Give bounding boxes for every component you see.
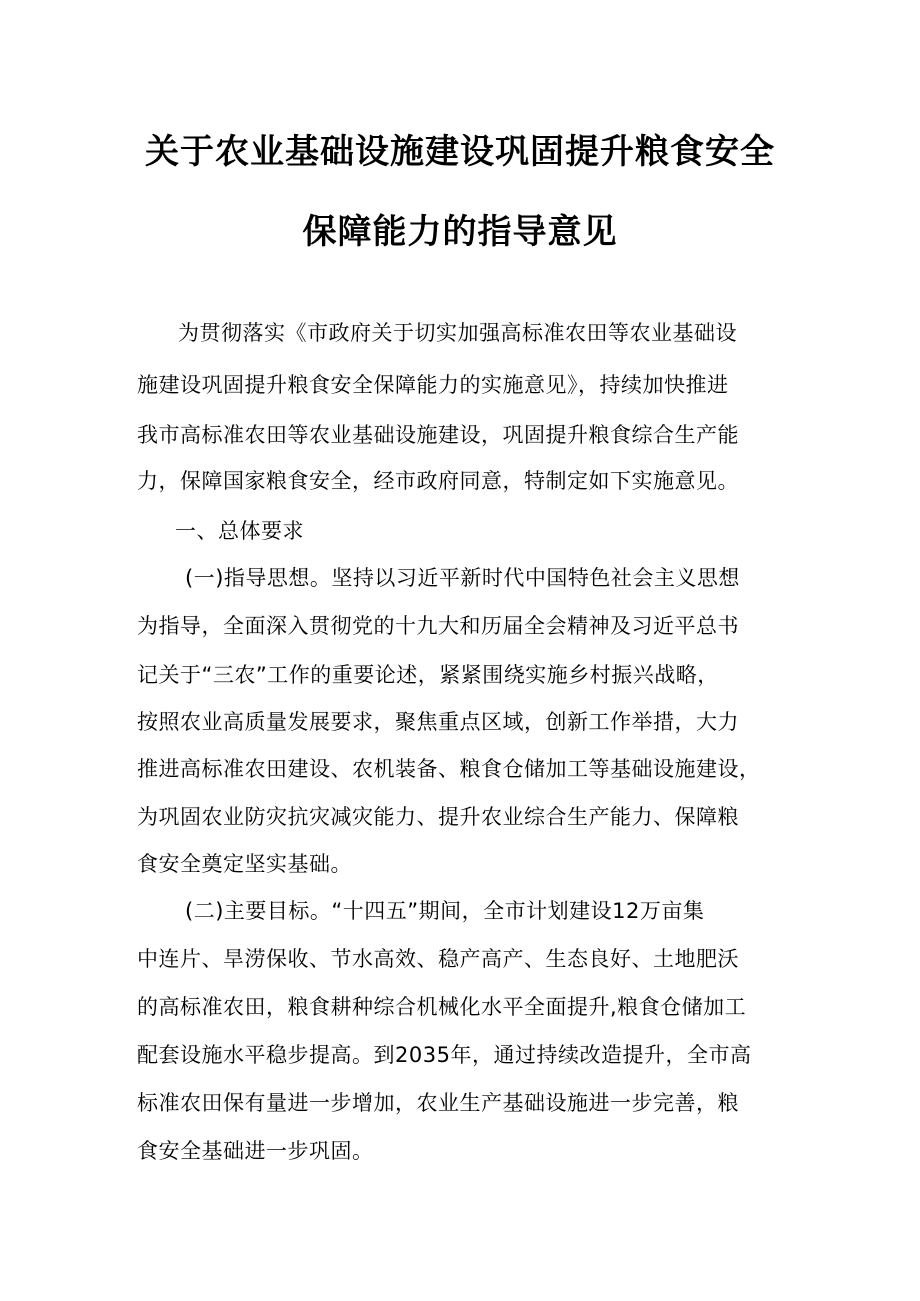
paragraph-guiding-line: 记关于“三农”工作的重要论述，紧紧围绕实施乡村振兴战略， [137,663,719,687]
paragraph-goals-line: 的高标准农田，粮食耕种综合机械化水平全面提升,粮食仓储加工 [137,995,747,1019]
paragraph-goals-line: (二)主要目标。“十四五”期间，全市计划建设12万亩集 [185,899,705,923]
paragraph-goals-line: 中连片、旱涝保收、节水高效、稳产高产、生态良好、土地肥沃 [137,947,739,971]
paragraph-intro-line: 为贯彻落实《市政府关于切实加强高标准农田等农业基础设 [178,321,737,345]
document-title-line-2: 保障能力的指导意见 [302,212,618,252]
paragraph-guiding-line: 推进高标准农田建设、农机装备、粮食仓储加工等基础设施建设， [137,757,761,781]
paragraph-goals-line: 配套设施水平稳步提高。到2035年，通过持续改造提升，全市高 [137,1043,752,1067]
paragraph-guiding-line: 为指导，全面深入贯彻党的十九大和历届全会精神及习近平总书 [137,614,739,638]
section-heading: 一、总体要求 [175,519,304,543]
paragraph-guiding-line: 按照农业高质量发展要求，聚焦重点区域，创新工作举措，大力 [137,710,739,734]
paragraph-intro-line: 力，保障国家粮食安全，经市政府同意，特制定如下实施意见。 [137,469,739,493]
paragraph-guiding-line: 为巩固农业防灾抗灾减灾能力、提升农业综合生产能力、保障粮 [137,805,739,829]
document-title-line-1: 关于农业基础设施建设巩固提升粮食安全 [145,132,775,172]
paragraph-goals-line: 食安全基础进一步巩固。 [137,1139,374,1163]
paragraph-goals-line: 标准农田保有量进一步增加，农业生产基础设施进一步完善，粮 [137,1091,739,1115]
paragraph-guiding-line: (一)指导思想。坚持以习近平新时代中国特色社会主义思想 [185,566,740,590]
paragraph-guiding-line: 食安全奠定坚实基础。 [137,852,352,876]
paragraph-intro-line: 我市高标准农田等农业基础设施建设，巩固提升粮食综合生产能 [137,423,739,447]
paragraph-intro-line: 施建设巩固提升粮食安全保障能力的实施意见》，持续加快推进 [137,373,729,397]
